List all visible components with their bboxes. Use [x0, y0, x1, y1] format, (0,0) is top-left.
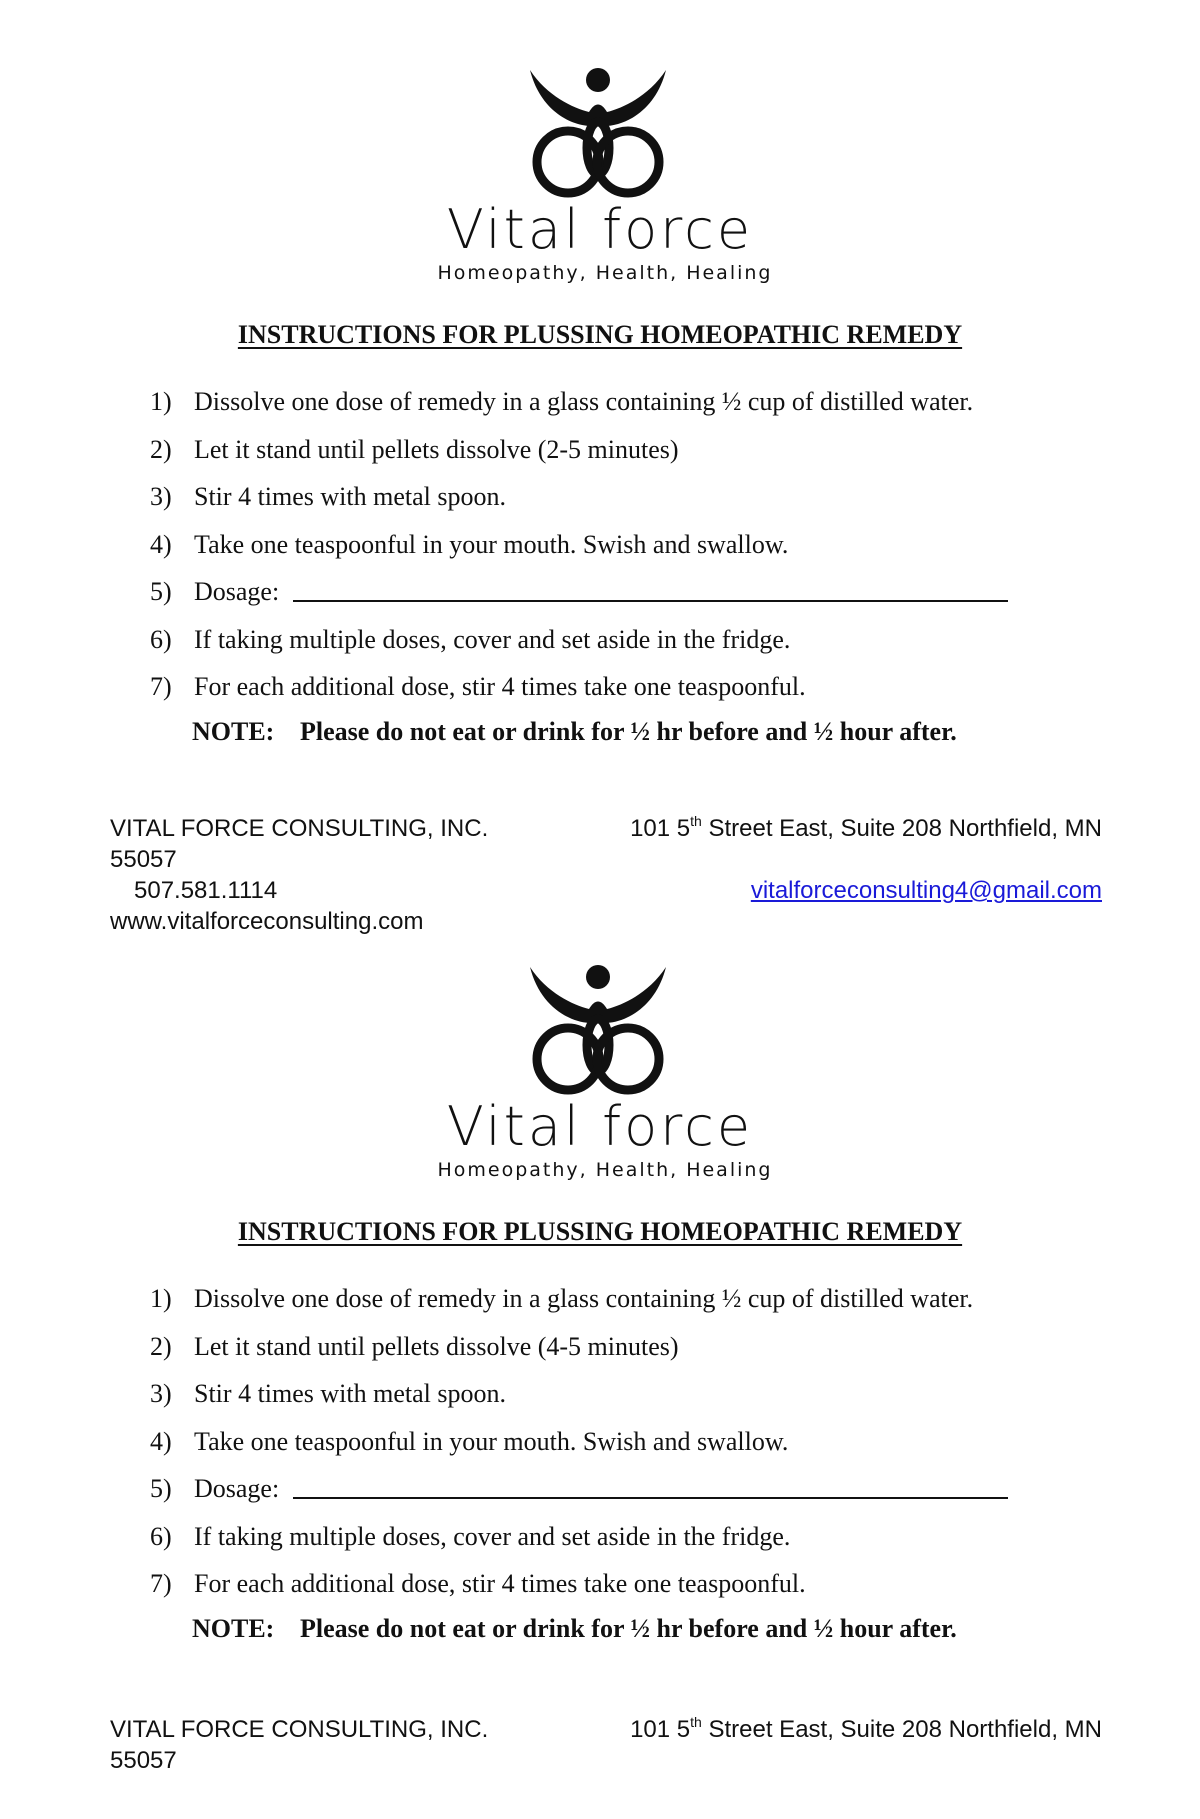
note-label: NOTE:	[192, 1614, 275, 1643]
step-text: Take one teaspoonful in your mouth. Swish and swallow.	[194, 529, 789, 559]
list-item	[150, 1513, 1050, 1561]
list-item	[150, 1418, 1050, 1466]
brand-logo	[0, 68, 1200, 284]
step-text: If taking multiple doses, cover and set aside in the fridge.	[194, 1521, 791, 1551]
step-number: 5)	[150, 577, 172, 606]
instructions-list	[150, 378, 1050, 711]
zip-code: 55057	[110, 1747, 177, 1774]
step-number: 3)	[150, 1379, 172, 1408]
list-item	[150, 521, 1050, 569]
step-number: 7)	[150, 1569, 172, 1598]
step-number: 1)	[150, 1284, 172, 1313]
vital-force-emblem-icon	[525, 965, 675, 1097]
note	[192, 1614, 957, 1644]
step-number: 7)	[150, 672, 172, 701]
dosage-blank-line[interactable]	[293, 1473, 1008, 1499]
step-number: 6)	[150, 624, 172, 654]
list-item	[150, 1275, 1050, 1323]
step-text: Let it stand until pellets dissolve (4-5 minutes)	[194, 1331, 679, 1361]
address: 101 5th Street East, Suite 208 Northfield, MN	[630, 1714, 1102, 1743]
step-number: 3)	[150, 482, 172, 511]
dosage-blank-line[interactable]	[293, 576, 1008, 602]
step-text: Stir 4 times with metal spoon.	[194, 482, 506, 511]
list-item	[150, 616, 1050, 664]
list-item	[150, 568, 1050, 616]
note-text: Please do not eat or drink for ½ hr before and ½ hour after.	[300, 717, 957, 746]
list-item	[150, 1465, 1050, 1513]
email-link[interactable]: vitalforceconsulting4@gmail.com	[750, 877, 1102, 904]
step-text: Take one teaspoonful in your mouth. Swish and swallow.	[194, 1426, 789, 1456]
list-item	[150, 426, 1050, 474]
note-label: NOTE:	[192, 717, 275, 746]
step-text: Dosage:	[194, 1474, 280, 1503]
zip-code: 55057	[110, 846, 177, 873]
brand-logo	[0, 965, 1200, 1181]
contact-footer	[110, 1714, 1102, 1776]
step-text: Dissolve one dose of remedy in a glass containing ½ cup of distilled water.	[194, 387, 974, 416]
step-text: Dosage:	[194, 577, 280, 606]
step-number: 5)	[150, 1474, 172, 1503]
instructions-title: INSTRUCTIONS FOR PLUSSING HOMEOPATHIC REMEDY	[237, 320, 963, 349]
step-number: 4)	[150, 529, 172, 559]
list-item	[150, 1560, 1050, 1608]
contact-footer	[110, 813, 1102, 937]
step-number: 2)	[150, 434, 172, 464]
list-item	[150, 1323, 1050, 1371]
brand-tagline: Homeopathy, Health, Healing	[437, 1159, 773, 1181]
step-number: 2)	[150, 1331, 172, 1361]
address: 101 5th Street East, Suite 208 Northfield, MN	[630, 813, 1102, 842]
instructions-title: INSTRUCTIONS FOR PLUSSING HOMEOPATHIC REMEDY	[237, 1217, 963, 1246]
website-link[interactable]: www.vitalforceconsulting.com	[110, 908, 424, 935]
step-text: Let it stand until pellets dissolve (2-5 minutes)	[194, 434, 679, 464]
note	[192, 717, 957, 747]
step-text: Stir 4 times with metal spoon.	[194, 1379, 506, 1408]
step-number: 1)	[150, 387, 172, 416]
list-item	[150, 1370, 1050, 1418]
company-name: VITAL FORCE CONSULTING, INC.	[110, 1716, 489, 1743]
brand-name: Vital force	[446, 1095, 754, 1158]
phone-number: 507.581.1114	[134, 877, 278, 904]
step-number: 4)	[150, 1426, 172, 1456]
step-text: If taking multiple doses, cover and set aside in the fridge.	[194, 624, 791, 654]
note-text: Please do not eat or drink for ½ hr before and ½ hour after.	[300, 1614, 957, 1643]
vital-force-emblem-icon	[525, 68, 675, 200]
step-text: For each additional dose, stir 4 times take one teaspoonful.	[194, 672, 806, 701]
company-name: VITAL FORCE CONSULTING, INC.	[110, 815, 489, 842]
brand-name: Vital force	[446, 198, 754, 261]
list-item	[150, 473, 1050, 521]
step-text: For each additional dose, stir 4 times take one teaspoonful.	[194, 1569, 806, 1598]
list-item	[150, 663, 1050, 711]
instructions-list	[150, 1275, 1050, 1608]
step-number: 6)	[150, 1521, 172, 1551]
brand-tagline: Homeopathy, Health, Healing	[437, 262, 773, 284]
step-text: Dissolve one dose of remedy in a glass containing ½ cup of distilled water.	[194, 1284, 974, 1313]
list-item	[150, 378, 1050, 426]
